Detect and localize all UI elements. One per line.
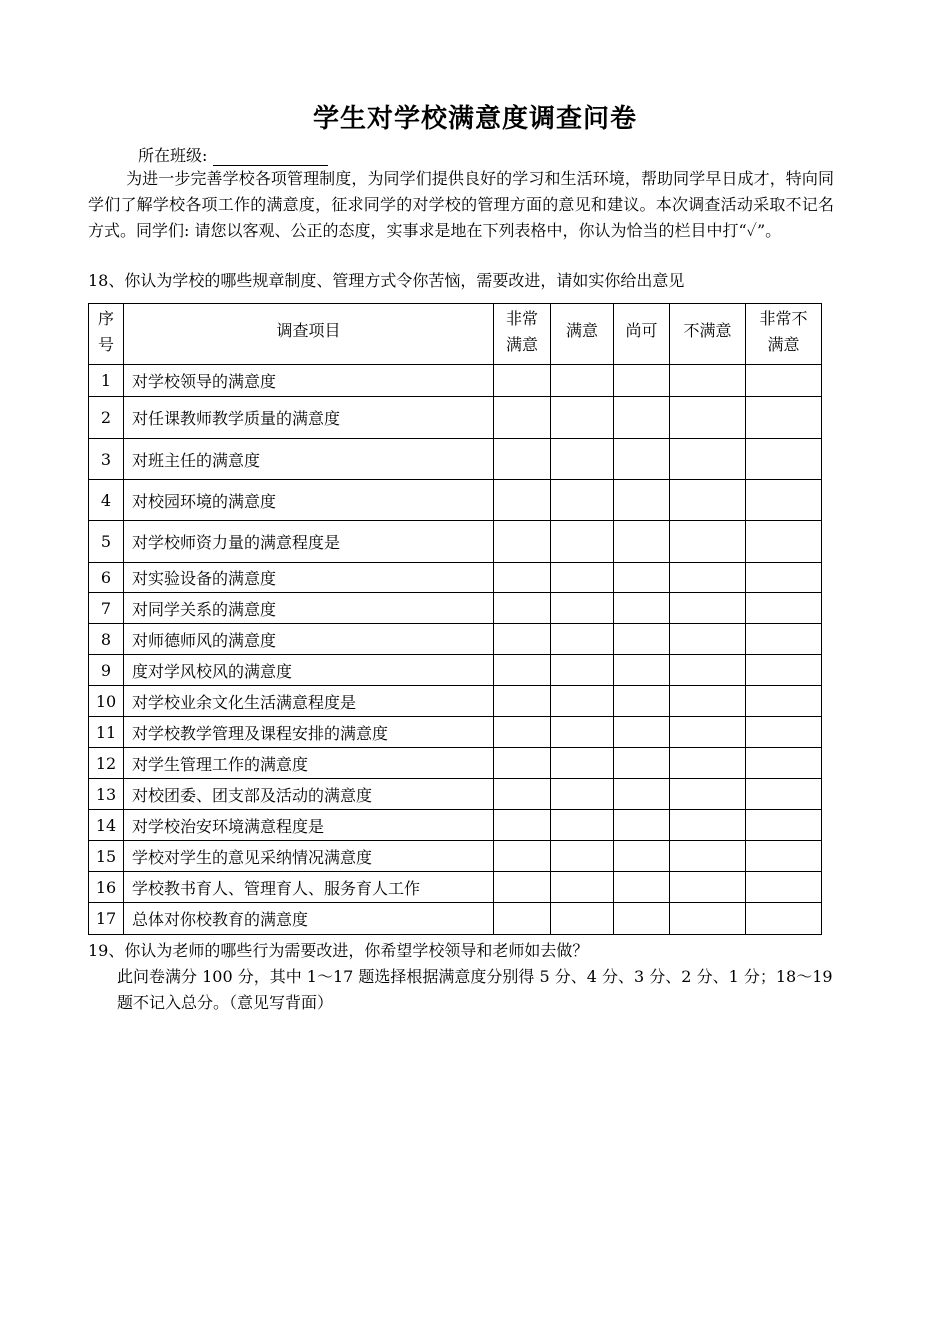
row-item: 对学校师资力量的满意程度是 (124, 521, 494, 563)
table-row (89, 717, 822, 748)
rating-cell-satisfied[interactable] (551, 439, 614, 480)
question-19: 19、你认为老师的哪些行为需要改进，你希望学校领导和老师如去做？ (88, 941, 589, 960)
table-row (89, 521, 822, 563)
rating-cell-very-satisfied[interactable] (494, 480, 551, 521)
rating-cell-very-satisfied[interactable] (494, 365, 551, 397)
rating-cell-unsatisfied[interactable] (670, 365, 746, 397)
table-row (89, 563, 822, 593)
rating-cell-very-satisfied[interactable] (494, 717, 551, 748)
table-row (89, 365, 822, 397)
rating-cell-very-unsatisfied[interactable] (746, 841, 822, 872)
rating-cell-satisfied[interactable] (551, 748, 614, 779)
row-index: 12 (89, 748, 124, 779)
rating-cell-satisfied[interactable] (551, 655, 614, 686)
rating-cell-very-satisfied[interactable] (494, 624, 551, 655)
rating-cell-satisfied[interactable] (551, 593, 614, 624)
table-row (89, 397, 822, 439)
row-index: 16 (89, 872, 124, 903)
row-index: 8 (89, 624, 124, 655)
row-item: 对学校治安环境满意程度是 (124, 810, 494, 841)
rating-cell-ok[interactable] (614, 439, 670, 480)
table-row (89, 624, 822, 655)
row-item: 对校园环境的满意度 (124, 480, 494, 521)
rating-cell-very-satisfied[interactable] (494, 439, 551, 480)
table-row (89, 686, 822, 717)
rating-cell-satisfied[interactable] (551, 480, 614, 521)
row-index: 6 (89, 563, 124, 593)
rating-cell-very-satisfied[interactable] (494, 397, 551, 439)
row-index: 11 (89, 717, 124, 748)
rating-cell-ok[interactable] (614, 841, 670, 872)
row-item: 对实验设备的满意度 (124, 563, 494, 593)
rating-cell-very-unsatisfied[interactable] (746, 717, 822, 748)
rating-cell-unsatisfied[interactable] (670, 748, 746, 779)
rating-cell-very-unsatisfied[interactable] (746, 365, 822, 397)
class-label: 所在班级: (138, 146, 208, 165)
rating-cell-ok[interactable] (614, 563, 670, 593)
rating-cell-ok[interactable] (614, 686, 670, 717)
rating-cell-unsatisfied[interactable] (670, 593, 746, 624)
row-item: 对校团委、团支部及活动的满意度 (124, 779, 494, 810)
class-field (138, 143, 328, 166)
rating-cell-unsatisfied[interactable] (670, 779, 746, 810)
row-index: 14 (89, 810, 124, 841)
row-item: 对班主任的满意度 (124, 439, 494, 480)
survey-table (88, 303, 822, 935)
rating-cell-unsatisfied[interactable] (670, 810, 746, 841)
rating-cell-satisfied[interactable] (551, 903, 614, 935)
rating-cell-very-satisfied[interactable] (494, 903, 551, 935)
rating-cell-satisfied[interactable] (551, 686, 614, 717)
table-row (89, 903, 822, 935)
rating-cell-satisfied[interactable] (551, 365, 614, 397)
rating-cell-ok[interactable] (614, 810, 670, 841)
rating-cell-very-unsatisfied[interactable] (746, 655, 822, 686)
rating-cell-ok[interactable] (614, 655, 670, 686)
table-row (89, 593, 822, 624)
header-unsatisfied: 不满意 (670, 304, 746, 365)
table-row (89, 748, 822, 779)
row-index: 1 (89, 365, 124, 397)
row-item: 对学校业余文化生活满意程度是 (124, 686, 494, 717)
intro-text: 为进一步完善学校各项管理制度，为同学们提供良好的学习和生活环境，帮助同学早日成才，特向同学们了解学校各项工作的满意度，征求同学的对学校的管理方面的意见和建议。本次调查活动采取不记名方式。同学们: 请您以客观、公正的态度，实事求是地在下列表格中，你认为恰当的栏目中打“✓”。 (88, 169, 834, 240)
row-index: 9 (89, 655, 124, 686)
header-very-satisfied: 非常 满意 (494, 304, 551, 365)
row-item: 对师德师风的满意度 (124, 624, 494, 655)
rating-cell-very-satisfied[interactable] (494, 748, 551, 779)
row-item: 学校教书育人、管理育人、服务育人工作 (124, 872, 494, 903)
row-index: 17 (89, 903, 124, 935)
rating-cell-unsatisfied[interactable] (670, 624, 746, 655)
intro-paragraph (88, 166, 834, 244)
rating-cell-very-satisfied[interactable] (494, 810, 551, 841)
rating-cell-satisfied[interactable] (551, 521, 614, 563)
rating-cell-very-satisfied[interactable] (494, 655, 551, 686)
rating-cell-very-unsatisfied[interactable] (746, 872, 822, 903)
row-index: 7 (89, 593, 124, 624)
header-index: 序 号 (89, 304, 124, 365)
row-index: 2 (89, 397, 124, 439)
rating-cell-very-unsatisfied[interactable] (746, 624, 822, 655)
survey-body (89, 365, 822, 935)
row-index: 5 (89, 521, 124, 563)
header-very-unsatisfied: 非常不 满意 (746, 304, 822, 365)
table-row (89, 872, 822, 903)
rating-cell-very-satisfied[interactable] (494, 686, 551, 717)
rating-cell-ok[interactable] (614, 397, 670, 439)
table-row (89, 655, 822, 686)
rating-cell-satisfied[interactable] (551, 872, 614, 903)
row-item: 对学校领导的满意度 (124, 365, 494, 397)
rating-cell-satisfied[interactable] (551, 810, 614, 841)
rating-cell-very-unsatisfied[interactable] (746, 748, 822, 779)
rating-cell-satisfied[interactable] (551, 563, 614, 593)
rating-cell-very-satisfied[interactable] (494, 593, 551, 624)
rating-cell-very-unsatisfied[interactable] (746, 686, 822, 717)
header-ok: 尚可 (614, 304, 670, 365)
row-item: 对任课教师教学质量的满意度 (124, 397, 494, 439)
page-title: 学生对学校满意度调查问卷 (312, 104, 637, 134)
table-row (89, 841, 822, 872)
row-item: 学校对学生的意见采纳情况满意度 (124, 841, 494, 872)
rating-cell-very-unsatisfied[interactable] (746, 563, 822, 593)
header-item: 调查项目 (124, 304, 494, 365)
table-row (89, 810, 822, 841)
rating-cell-unsatisfied[interactable] (670, 872, 746, 903)
rating-cell-satisfied[interactable] (551, 779, 614, 810)
rating-cell-ok[interactable] (614, 748, 670, 779)
row-index: 15 (89, 841, 124, 872)
row-item: 度对学风校风的满意度 (124, 655, 494, 686)
table-row (89, 480, 822, 521)
rating-cell-very-unsatisfied[interactable] (746, 521, 822, 563)
rating-cell-very-unsatisfied[interactable] (746, 593, 822, 624)
rating-cell-ok[interactable] (614, 480, 670, 521)
rating-cell-unsatisfied[interactable] (670, 655, 746, 686)
rating-cell-ok[interactable] (614, 521, 670, 563)
rating-cell-ok[interactable] (614, 365, 670, 397)
rating-cell-very-unsatisfied[interactable] (746, 779, 822, 810)
rating-cell-unsatisfied[interactable] (670, 563, 746, 593)
class-blank[interactable] (213, 149, 328, 166)
rating-cell-very-satisfied[interactable] (494, 521, 551, 563)
rating-cell-very-satisfied[interactable] (494, 563, 551, 593)
row-index: 10 (89, 686, 124, 717)
header-satisfied: 满意 (551, 304, 614, 365)
rating-cell-unsatisfied[interactable] (670, 686, 746, 717)
rating-cell-satisfied[interactable] (551, 717, 614, 748)
row-item: 总体对你校教育的满意度 (124, 903, 494, 935)
rating-cell-very-unsatisfied[interactable] (746, 480, 822, 521)
rating-cell-very-unsatisfied[interactable] (746, 439, 822, 480)
row-item: 对同学关系的满意度 (124, 593, 494, 624)
question-18: 18、你认为学校的哪些规章制度、管理方式令你苦恼，需要改进，请如实你给出意见 (88, 271, 685, 290)
rating-cell-satisfied[interactable] (551, 397, 614, 439)
rating-cell-unsatisfied[interactable] (670, 903, 746, 935)
rating-cell-very-satisfied[interactable] (494, 872, 551, 903)
rating-cell-ok[interactable] (614, 593, 670, 624)
rating-cell-ok[interactable] (614, 717, 670, 748)
rating-cell-unsatisfied[interactable] (670, 717, 746, 748)
row-index: 13 (89, 779, 124, 810)
table-row (89, 779, 822, 810)
rating-cell-unsatisfied[interactable] (670, 397, 746, 439)
rating-cell-very-satisfied[interactable] (494, 779, 551, 810)
rating-cell-unsatisfied[interactable] (670, 480, 746, 521)
rating-cell-unsatisfied[interactable] (670, 521, 746, 563)
rating-cell-ok[interactable] (614, 624, 670, 655)
rating-cell-very-unsatisfied[interactable] (746, 903, 822, 935)
row-item: 对学校教学管理及课程安排的满意度 (124, 717, 494, 748)
table-row (89, 439, 822, 480)
row-item: 对学生管理工作的满意度 (124, 748, 494, 779)
rating-cell-ok[interactable] (614, 872, 670, 903)
row-index: 3 (89, 439, 124, 480)
rating-cell-satisfied[interactable] (551, 841, 614, 872)
row-index: 4 (89, 480, 124, 521)
rating-cell-very-unsatisfied[interactable] (746, 810, 822, 841)
rating-cell-ok[interactable] (614, 779, 670, 810)
rating-cell-satisfied[interactable] (551, 624, 614, 655)
rating-cell-very-satisfied[interactable] (494, 841, 551, 872)
rating-cell-unsatisfied[interactable] (670, 841, 746, 872)
rating-cell-ok[interactable] (614, 903, 670, 935)
rating-cell-unsatisfied[interactable] (670, 439, 746, 480)
rating-cell-very-unsatisfied[interactable] (746, 397, 822, 439)
scoring-note: 此问卷满分 100 分，其中 1～17 题选择根据满意度分别得 5 分、4 分、3 分、2 分、1 分；18～19 题不记入总分。（意见写背面） (117, 967, 833, 1012)
